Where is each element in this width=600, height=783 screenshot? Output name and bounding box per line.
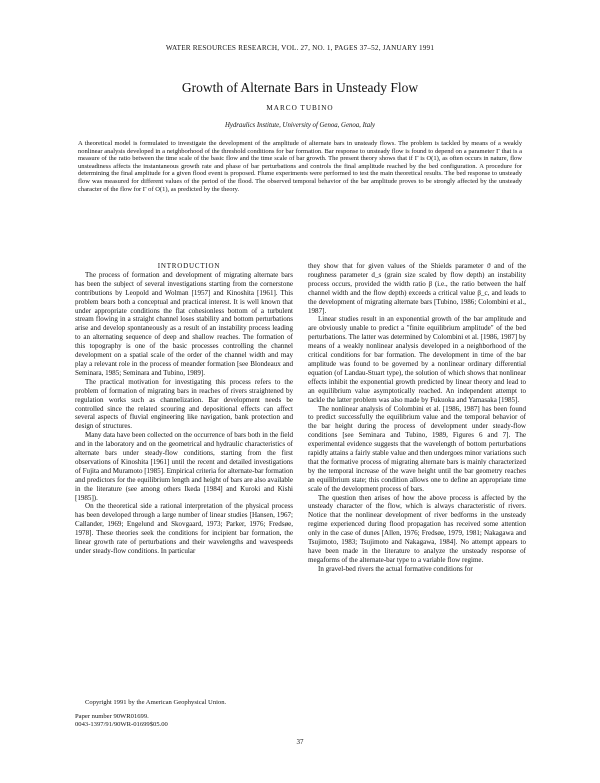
issn-code: 0043-1397/91/90WR-01699$05.00 [75, 720, 168, 728]
abstract: A theoretical model is formulated to investigate the development of the amplitude of alternate bars in unsteady flows. The problem is tackled by means of a weakly nonlinear analysis developed in a neighborhood of the threshold conditions for bar formation. Bar response to unsteady flow is found to depend on a parameter Γ that is a measure of the ratio between the time scale of the basic flow and the time scale of bar growth. The present theory shows that if Γ is O(1), as often occurs in nature, flow unsteadiness affects the instantaneous growth rate and phase of bar perturbations and controls the final amplitude reached by the bed configuration. A procedure for determining the final amplitude for a given flood event is proposed. Flume experiments were performed to test the main theoretical results. The bed response to unsteady flow was measured for different values of the period of the flood. The observed temporal behavior of the bar amplitude proves to be strongly affected by the unsteady character of the flow for Γ of O(1), as predicted by the theory. [78, 140, 522, 193]
body-paragraph: The question then arises of how the above process is affected by the unsteady character of the flow, which is always characteristic of rivers. Notice that the nonlinear development of river bedforms in the unsteady regime experienced during flood propagation has received some attention only in the case of dunes [Allen, 1976; Fredsøe, 1979, 1981; Nakagawa and Tsujimoto, 1983; Tsujimoto and Nakagawa, 1984]. No attempt appears to have been made in the literature to analyze the unsteady response of megaforms of the alternate-bar type to a variable flow regime. [308, 493, 526, 564]
body-paragraph: The nonlinear analysis of Colombini et al. [1986, 1987] has been found to predict successfully the equilibrium value and the temporal behavior of the bar height during the process of development under steady-flow conditions [see Seminara and Tubino, 1989, Figures 6 and 7]. The experimental evidence suggests that the wavelength of bottom perturbations rapidly attains a fairly stable value and then undergoes minor variations such that the formative process of migrating alternate bars is mainly characterized by the temporal increase of the wave height until the bar geometry reaches an equilibrium state; this condition allows one to define an appropriate time scale of the development process of bars. [308, 404, 526, 493]
right-column [308, 262, 526, 574]
section-heading: INTRODUCTION [157, 262, 221, 270]
running-head: WATER RESOURCES RESEARCH, VOL. 27, NO. 1, PAGES 37–52, JANUARY 1991 [165, 44, 435, 52]
copyright-notice: Copyright 1991 by the American Geophysical Union. [85, 699, 227, 706]
author-name: MARCO TUBINO [266, 104, 334, 112]
left-column [75, 262, 293, 556]
article-title: Growth of Alternate Bars in Unsteady Flow [181, 80, 419, 95]
author-affiliation: Hydraulics Institute, University of Genoa, Genoa, Italy [224, 122, 376, 129]
page-number: 37 [296, 738, 304, 746]
paper-number: Paper number 90WR01699. [75, 712, 149, 720]
copyright-block [75, 699, 293, 728]
body-paragraph: In gravel-bed rivers the actual formative conditions for [318, 564, 473, 573]
body-paragraph: they show that for given values of the Shields parameter ϑ and of the roughness parameter d_s (grain size scaled by flow depth) an instability process occurs, provided the width ratio β (i.e., the ratio between the half channel width and the flow depth) exceeds a critical value β_c, and leads to the development of migrating alternate bars [Tubino, 1986; Colombini et al., 1987]. [308, 262, 526, 315]
body-paragraph: The process of formation and development of migrating alternate bars has been the subject of several investigations starting from the cornerstone contributions by Leopold and Wolman [1957] and Kinoshita [1961]. This problem bears both a conceptual and practical interest. It is well known that under appropriate conditions the flat cohesionless bottom of a turbulent stream flowing in a straight channel loses stability and bottom perturbations arise and develop spontaneously as a result of an instability process leading to an alternating sequence of deep and shallow reaches. The formation of this topography is one of the basic processes controlling the channel development on a spatial scale of the order of the channel width and may play a relevant role in the process of meander formation [see Blondeaux and Seminara, 1985; Seminara and Tubino, 1989]. [75, 270, 293, 377]
body-paragraph: On the theoretical side a rational interpretation of the physical process has been developed through a large number of linear studies [Hansen, 1967; Callander, 1969; Engelund and Skovgaard, 1973; Parker, 1976; Fredsøe, 1978]. These theories seek the conditions for incipient bar formation, the linear growth rate of perturbations and their wavelengths and wavespeeds under steady-flow conditions. In particular [75, 502, 293, 555]
body-paragraph: The practical motivation for investigating this process refers to the problem of formation of migrating bars in reaches of rivers straightened by regulation works such as channelization. Bar development needs be controlled since the related scouring and depositional effects can affect several aspects of fluvial engineering like navigation, bank protection and design of structures. [75, 377, 293, 431]
body-paragraph: Many data have been collected on the occurrence of bars both in the field and in the laboratory and on the geometrical and hydraulic characteristics of alternate bars under steady-flow conditions, starting from the first observations of Kinoshita [1961] until the recent and detailed investigations of Fujita and Muramoto [1985]. Empirical criteria for alternate-bar formation and predictors for the equilibrium length and height of bars are also available in the literature (see among others Ikeda [1984] and Kuroki and Kishi [1985]). [75, 431, 293, 502]
body-paragraph: Linear studies result in an exponential growth of the bar amplitude and are obviously unable to predict a "finite equilibrium amplitude" of the bed perturbations. The latter was determined by Colombini et al. [1986, 1987] by means of a weakly nonlinear analysis developed in a neighborhood of the critical conditions for bar formation. The development in time of the bar amplitude was found to be governed by a nonlinear ordinary differential equation (of Landau-Stuart type), the solution of which shows that nonlinear effects inhibit the exponential growth predicted by linear theory and lead to an equilibrium value asymptotically reached. An independent attempt to tackle the latter problem was also made by Fukuoka and Yamasaka [1985]. [308, 315, 526, 404]
